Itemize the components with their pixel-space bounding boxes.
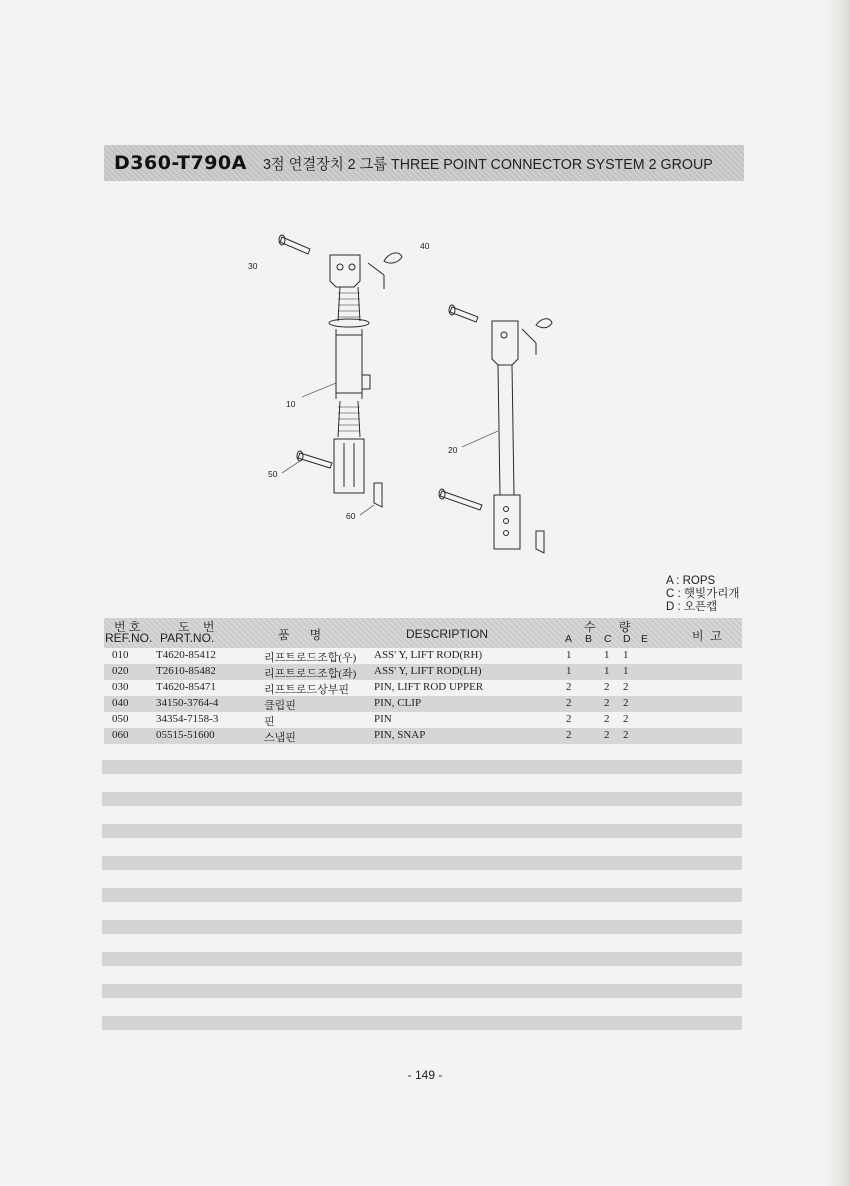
rod-body-20 bbox=[498, 365, 514, 495]
cell-qty-d: 2 bbox=[623, 697, 629, 709]
parts-diagram bbox=[240, 225, 580, 565]
cell-qty-a: 1 bbox=[566, 665, 572, 677]
snap-pin-lower-20 bbox=[536, 531, 544, 553]
cell-qty-c: 2 bbox=[604, 681, 610, 693]
cell-part: 34150-3764-4 bbox=[156, 697, 219, 709]
group-title: 3점 연결장치 2 그룹 THREE POINT CONNECTOR SYSTEM 2 GROUP bbox=[262, 155, 713, 173]
clip-pin-40 bbox=[384, 253, 402, 263]
clip-pin-20 bbox=[536, 319, 552, 328]
cell-qty-a: 2 bbox=[566, 681, 572, 693]
header-ref-ko: 번 호 bbox=[114, 620, 141, 634]
empty-row bbox=[102, 760, 742, 774]
cell-qty-c: 2 bbox=[604, 729, 610, 741]
cell-qty-c: 1 bbox=[604, 665, 610, 677]
header-name-ko: 품 명 bbox=[278, 628, 322, 642]
empty-table-rows bbox=[102, 760, 742, 1048]
empty-row bbox=[102, 856, 742, 870]
table-row bbox=[104, 696, 742, 712]
callout-30: 30 bbox=[248, 261, 258, 271]
cell-name: 리프트로드상부핀 bbox=[264, 684, 350, 696]
pin-upper-20 bbox=[450, 307, 478, 322]
cell-qty-d: 2 bbox=[623, 729, 629, 741]
header-description: DESCRIPTION bbox=[406, 627, 489, 641]
cell-ref: 040 bbox=[112, 697, 129, 709]
cell-qty-c: 1 bbox=[604, 649, 610, 661]
callout-50: 50 bbox=[268, 469, 278, 479]
snap-pin-60 bbox=[374, 483, 382, 507]
cell-part: T2610-85482 bbox=[156, 665, 216, 677]
empty-row bbox=[102, 792, 742, 806]
header-col-c: C bbox=[604, 633, 612, 645]
header-col-b: B bbox=[585, 633, 593, 645]
title-bar bbox=[104, 145, 744, 181]
cell-qty-c: 2 bbox=[604, 713, 610, 725]
cell-ref: 030 bbox=[112, 681, 129, 693]
cell-name: 스냅핀 bbox=[264, 732, 296, 744]
cell-name: 리프트로드조합(좌) bbox=[264, 668, 357, 680]
empty-row bbox=[102, 888, 742, 902]
cell-qty-d: 1 bbox=[623, 649, 629, 661]
header-part-en: PART.NO. bbox=[160, 631, 215, 645]
empty-row bbox=[102, 952, 742, 966]
cell-name: 클립핀 bbox=[264, 700, 296, 712]
cell-desc: PIN, LIFT ROD UPPER bbox=[374, 681, 484, 693]
cell-qty-d: 2 bbox=[623, 713, 629, 725]
callout-60: 60 bbox=[346, 511, 356, 521]
callout-20: 20 bbox=[448, 445, 458, 455]
header-qty-ko: 수 량 bbox=[584, 620, 631, 634]
legend-item: A : ROPS bbox=[666, 575, 716, 587]
cell-qty-a: 1 bbox=[566, 649, 572, 661]
upper-clevis-10 bbox=[330, 255, 360, 287]
leader-10 bbox=[302, 383, 336, 397]
cell-part: 05515-51600 bbox=[156, 729, 215, 741]
header-col-e: E bbox=[641, 633, 649, 645]
cell-part: T4620-85471 bbox=[156, 681, 216, 693]
table-row bbox=[104, 648, 742, 664]
table-row bbox=[104, 728, 742, 744]
cell-qty-d: 1 bbox=[623, 665, 629, 677]
lower-clevis-10 bbox=[334, 439, 364, 493]
header-part-ko: 도 번 bbox=[178, 620, 215, 634]
cell-name: 핀 bbox=[264, 716, 275, 728]
page-number: - 149 - bbox=[407, 1068, 443, 1082]
cell-qty-a: 2 bbox=[566, 713, 572, 725]
cell-ref: 060 bbox=[112, 729, 129, 741]
legend-item: D : 오픈캡 bbox=[666, 601, 718, 613]
cell-qty-a: 2 bbox=[566, 729, 572, 741]
table-row bbox=[104, 680, 742, 696]
leader-20 bbox=[462, 431, 498, 447]
lower-clevis-20 bbox=[494, 495, 520, 549]
table-header bbox=[104, 618, 742, 648]
header-col-a: A bbox=[565, 633, 573, 645]
empty-row bbox=[102, 920, 742, 934]
upper-clevis-20 bbox=[492, 321, 518, 365]
cell-part: T4620-85412 bbox=[156, 649, 216, 661]
cell-qty-a: 2 bbox=[566, 697, 572, 709]
cell-qty-d: 2 bbox=[623, 681, 629, 693]
header-col-d: D bbox=[623, 633, 631, 645]
cell-qty-c: 2 bbox=[604, 697, 610, 709]
legend-item: C : 햇빛가리개 bbox=[666, 588, 740, 600]
callout-40: 40 bbox=[420, 241, 430, 251]
header-remark: 비 고 bbox=[692, 629, 722, 643]
cell-desc: PIN, SNAP bbox=[374, 729, 426, 741]
cell-name: 리프트로드조합(우) bbox=[264, 652, 357, 664]
empty-row bbox=[102, 1016, 742, 1030]
cell-ref: 020 bbox=[112, 665, 129, 677]
empty-row bbox=[102, 984, 742, 998]
cell-desc: PIN bbox=[374, 713, 392, 725]
header-ref-en: REF.NO. bbox=[105, 631, 153, 645]
pin-lower-20 bbox=[440, 491, 482, 510]
cell-ref: 010 bbox=[112, 649, 129, 661]
callout-10: 10 bbox=[286, 399, 296, 409]
cell-desc: ASS' Y, LIFT ROD(RH) bbox=[374, 649, 483, 661]
cell-desc: PIN, CLIP bbox=[374, 697, 422, 709]
cell-part: 34354-7158-3 bbox=[156, 713, 219, 725]
table-row bbox=[104, 664, 742, 680]
table-row bbox=[104, 712, 742, 728]
page-edge bbox=[826, 0, 850, 1186]
model-legend bbox=[666, 575, 739, 614]
cell-ref: 050 bbox=[112, 713, 129, 725]
parts-table bbox=[104, 648, 742, 744]
empty-row bbox=[102, 824, 742, 838]
group-code: D360-T790A bbox=[114, 152, 247, 174]
cell-desc: ASS' Y, LIFT ROD(LH) bbox=[374, 665, 482, 677]
